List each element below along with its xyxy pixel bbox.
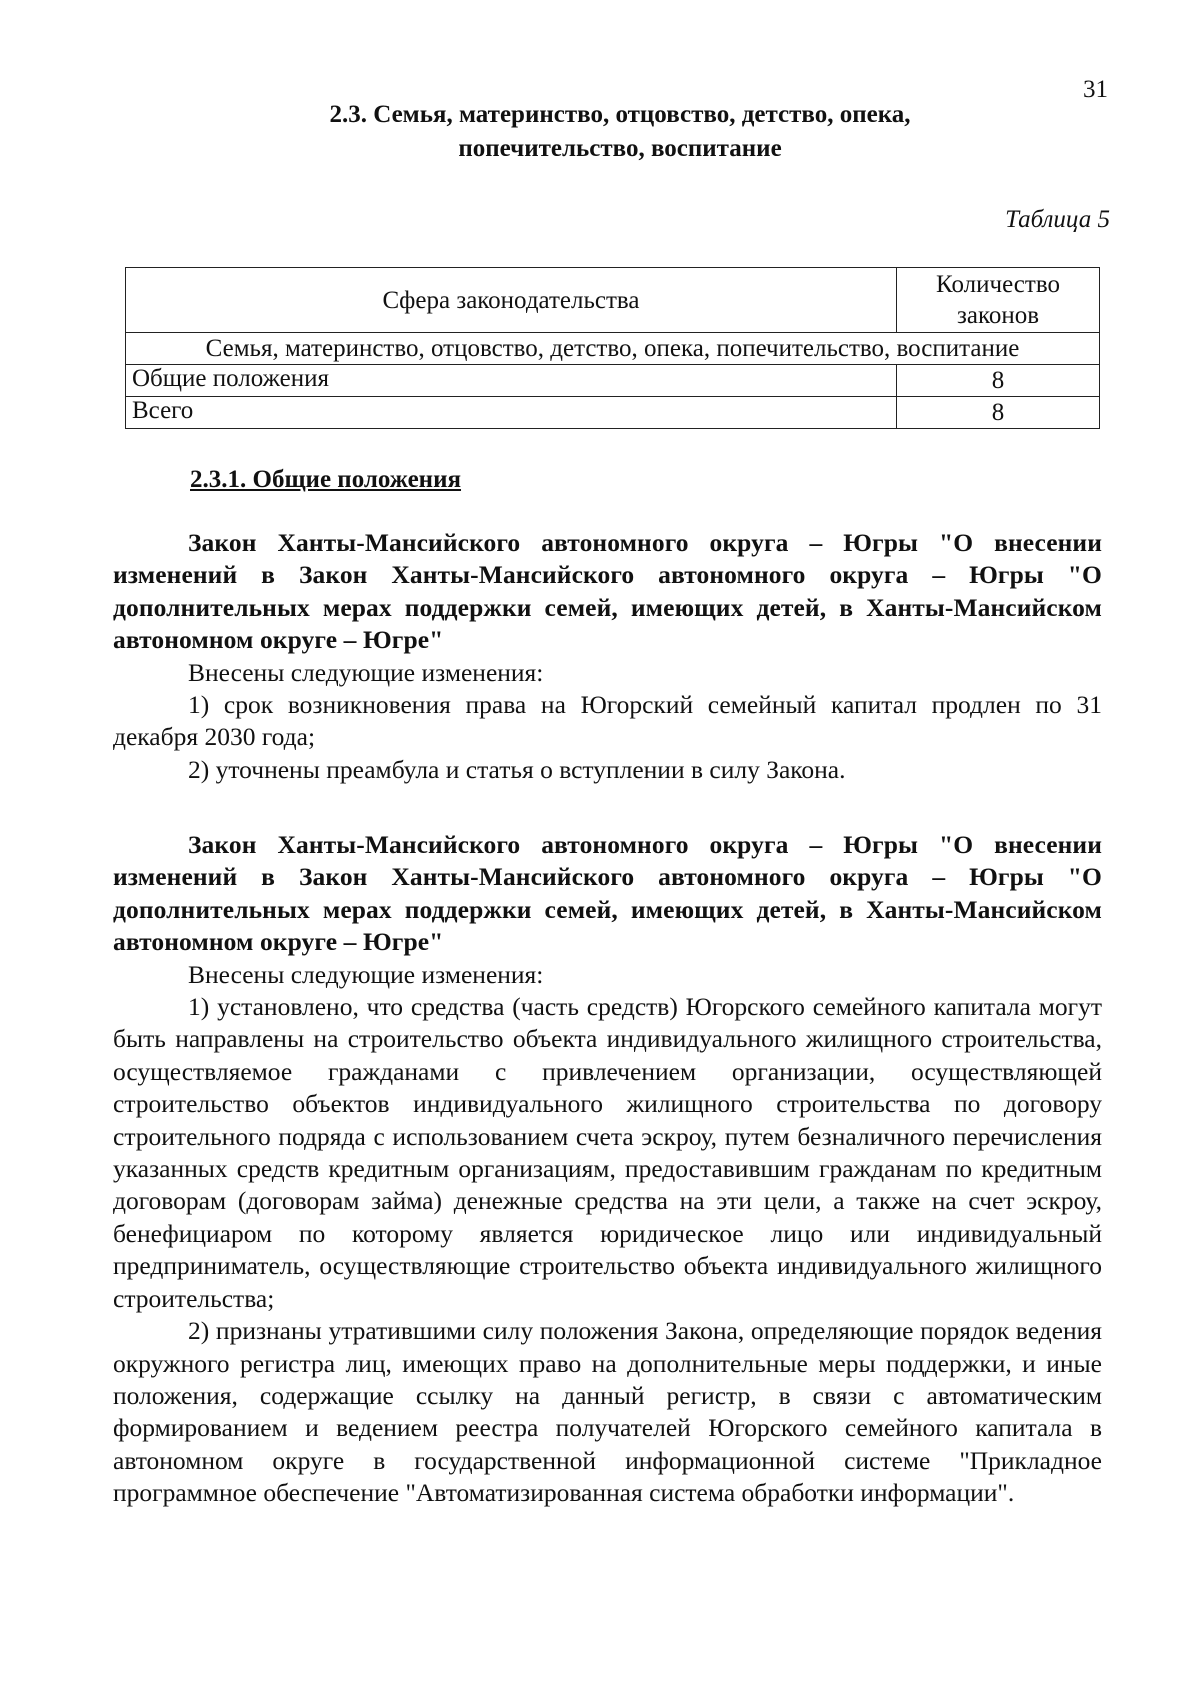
header-legislation-area: Сфера законодательства bbox=[126, 268, 897, 333]
law-block bbox=[113, 527, 1102, 786]
section-title-line-2: попечительство, воспитание bbox=[458, 135, 782, 162]
table-row-name: Общие положения bbox=[126, 365, 897, 397]
table-caption: Таблица 5 bbox=[1005, 206, 1110, 233]
section-title bbox=[0, 98, 1200, 166]
law-intro: Внесены следующие изменения: bbox=[188, 657, 544, 687]
table-category-row bbox=[126, 333, 1100, 365]
law-title: Закон Ханты-Мансийского автономного округа – Югры "О внесении изменений в Закон Ханты-Мансийского автономного округа – Югры "О дополнительных мерах поддержки семей, имеющих детей, в Ханты-Мансийском автономном округе – Югре" bbox=[113, 528, 1102, 655]
page-number: 31 bbox=[1083, 76, 1108, 103]
table-row-count: 8 bbox=[897, 365, 1100, 397]
table-header-row bbox=[126, 268, 1100, 333]
law-item: 1) установлено, что средства (часть средств) Югорского семейного капитала могут быть направлены на строительство объекта индивидуального жилищного строительства, осуществляемое гражданами с привлечением организации, осуществляющей строительство объектов индивидуального жилищного строительства по договору строительного подряда с использованием счета эскроу, путем безналичного перечисления указанных средств кредитным организациям, предоставившим гражданам по кредитным договорам (договорам займа) денежные средства на эти цели, а также на счет эскроу, бенефициаром по которому является юридическое лицо или индивидуальный предприниматель, осуществляющие строительство объекта индивидуального жилищного строительства; bbox=[113, 992, 1102, 1313]
header-law-count: Количество законов bbox=[897, 268, 1100, 333]
table-row-count: 8 bbox=[897, 397, 1100, 429]
law-title: Закон Ханты-Мансийского автономного округа – Югры "О внесении изменений в Закон Ханты-Мансийского автономного округа – Югры "О дополнительных мерах поддержки семей, имеющих детей, в Ханты-Мансийском автономном округе – Югре" bbox=[113, 830, 1102, 957]
law-intro: Внесены следующие изменения: bbox=[188, 959, 544, 989]
section-title-line-1: 2.3. Семья, материнство, отцовство, детство, опека, bbox=[329, 101, 911, 128]
table-category-label: Семья, материнство, отцовство, детство, опека, попечительство, воспитание bbox=[126, 333, 1100, 365]
law-item: 2) уточнены преамбула и статья о вступлении в силу Закона. bbox=[188, 754, 846, 784]
table-row bbox=[126, 365, 1100, 397]
table-row bbox=[126, 397, 1100, 429]
table-row-name: Всего bbox=[126, 397, 897, 429]
subsection-title: 2.3.1. Общие положения bbox=[190, 466, 462, 493]
law-block bbox=[113, 829, 1102, 1510]
law-item: 1) срок возникновения права на Югорский семейный капитал продлен по 31 декабря 2030 года; bbox=[113, 690, 1102, 752]
law-item: 2) признаны утратившими силу положения Закона, определяющие порядок ведения окружного регистра лиц, имеющих право на дополнительные меры поддержки, и иные положения, содержащие ссылку на данный регистр, в связи с автоматическим формированием и ведением реестра получателей Югорского семейного капитала в автономном округе в государственной информационной системе "Прикладное программное обеспечение "Автоматизированная система обработки информации". bbox=[113, 1316, 1102, 1508]
laws-count-table bbox=[125, 267, 1100, 429]
